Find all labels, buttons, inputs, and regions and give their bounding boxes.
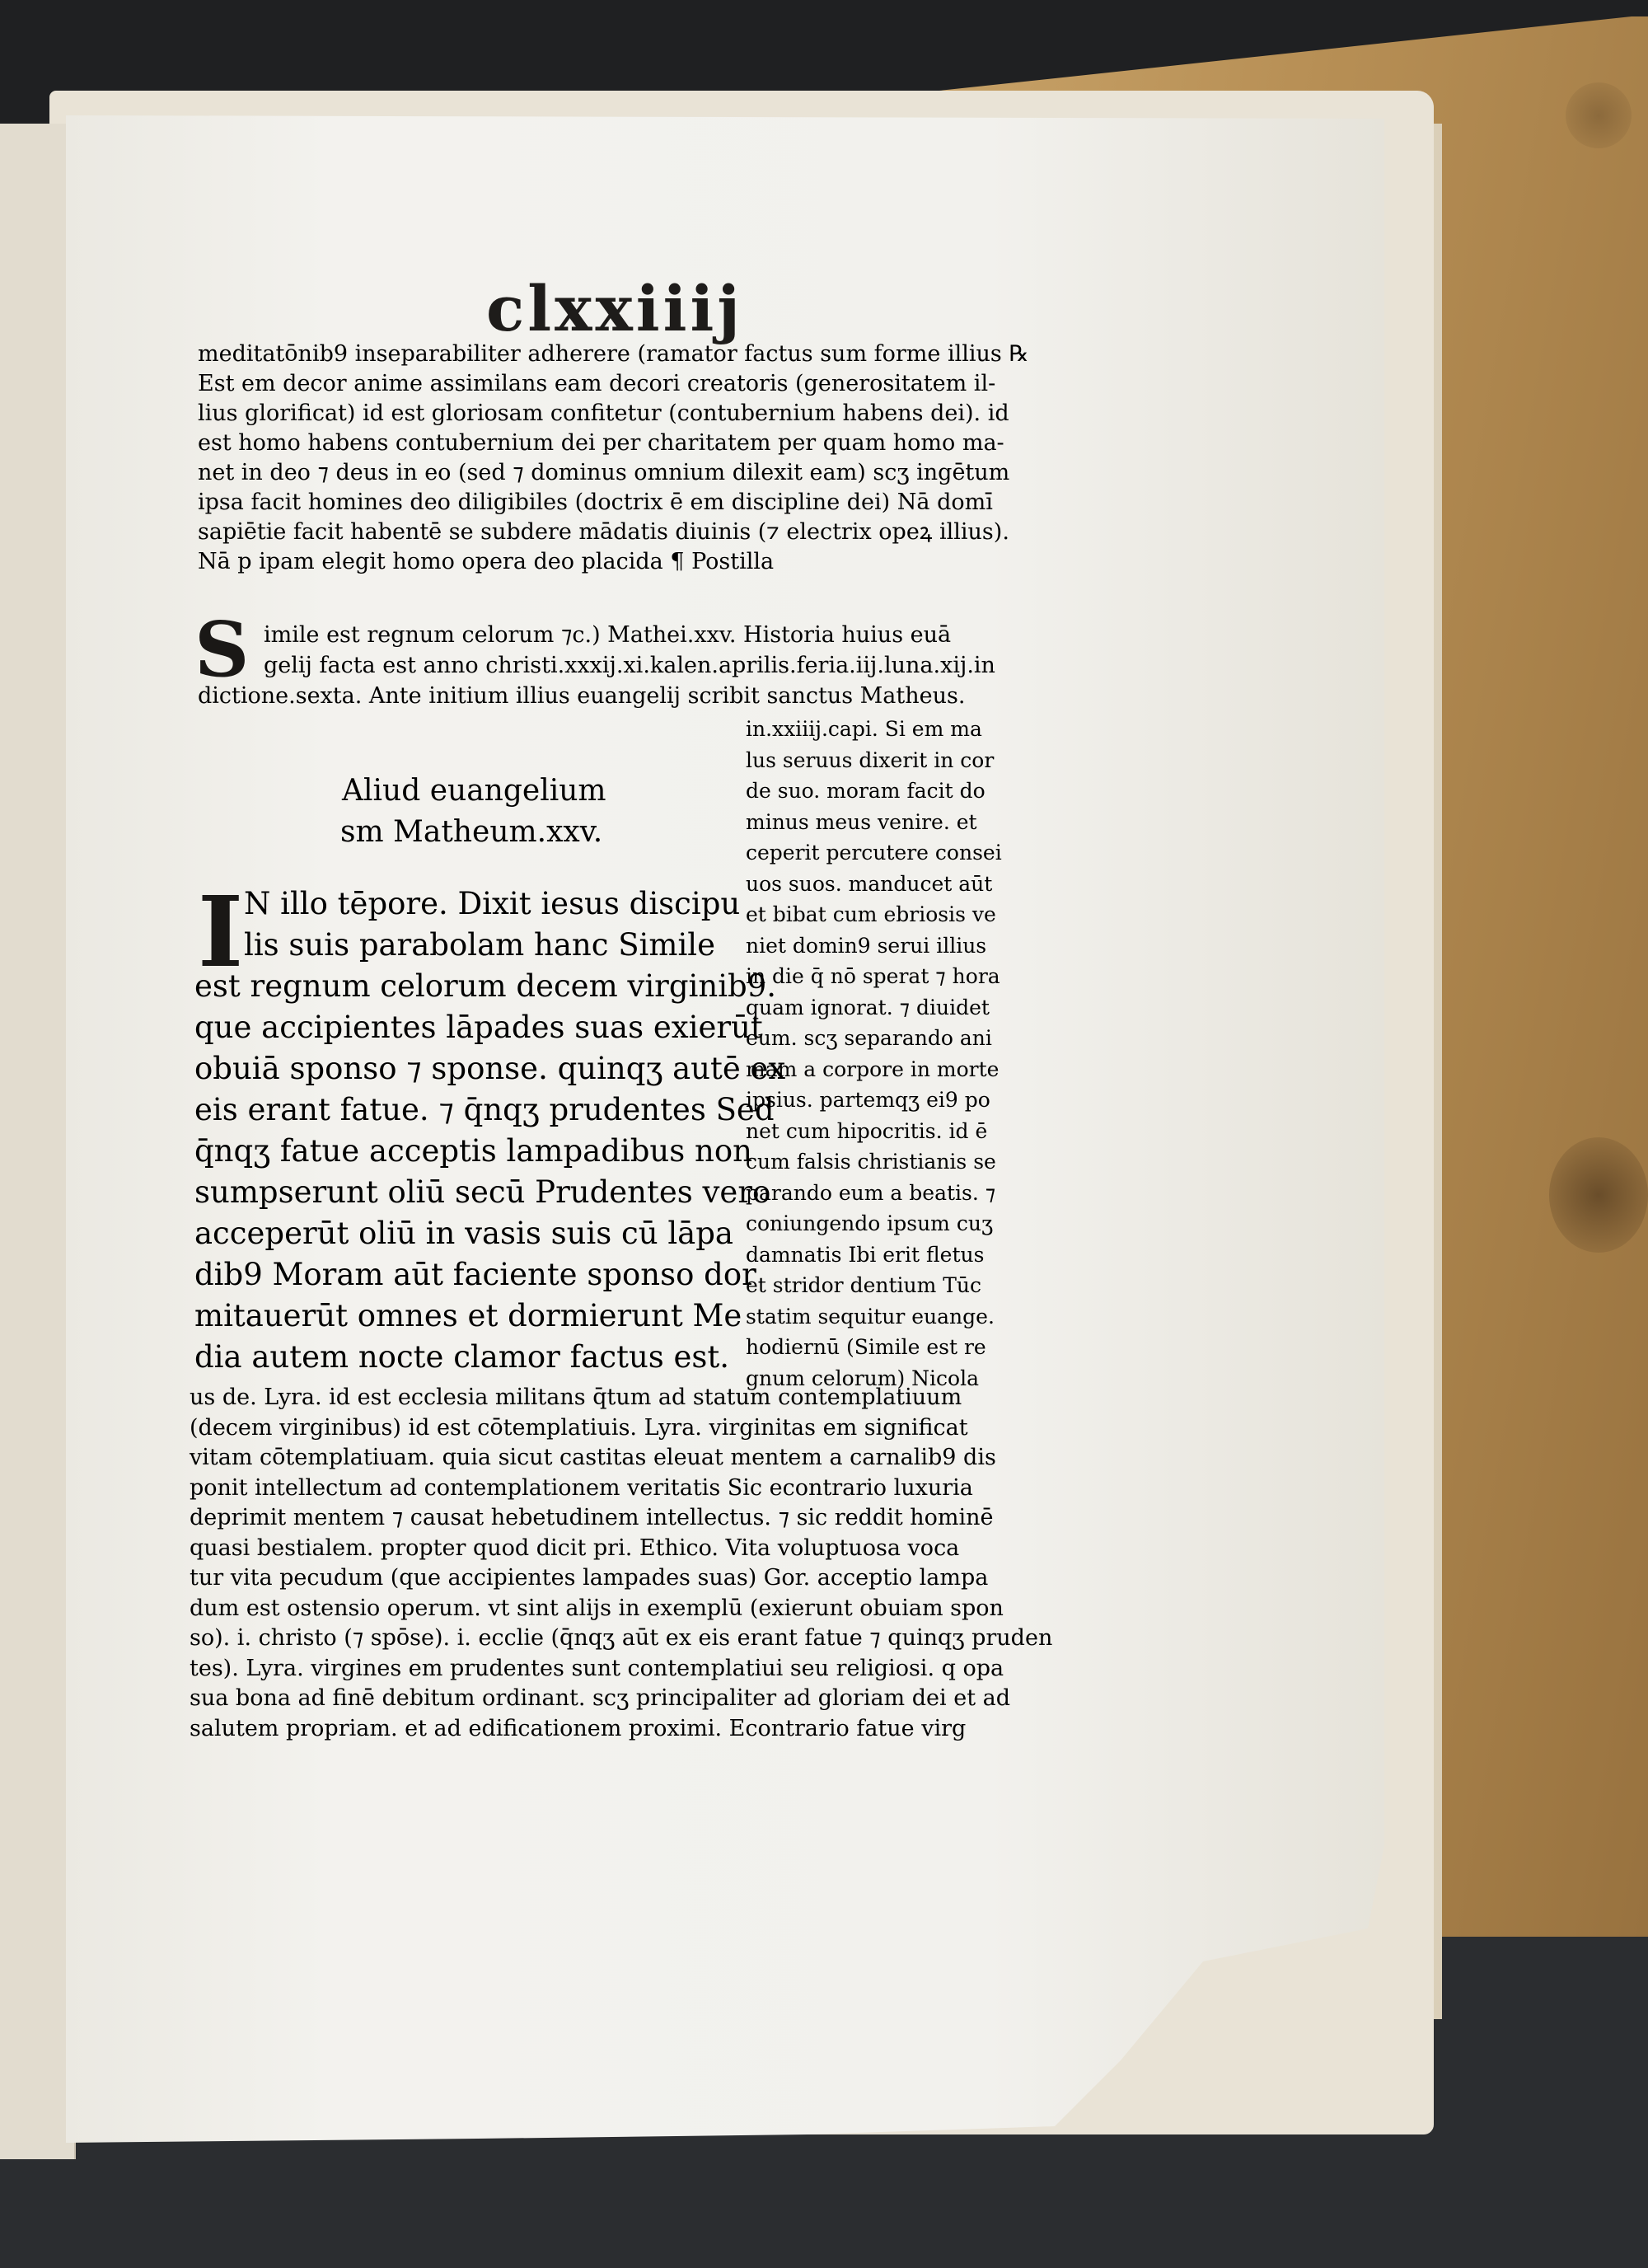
text-line: minus meus venire. et [746,809,977,834]
text-line: lius glorificat) id est gloriosam confitetur (contubernium habens dei). id [198,401,1009,426]
text-line: dum est ostensio operum. vt sint alijs in exemplū (exierunt obuiam spon [190,1595,1004,1621]
initial-s: S [194,605,250,694]
text-line: statim sequitur euange. [746,1304,995,1328]
heading-line: Aliud euangelium [342,774,606,808]
text-line: in die q̄ nō sperat ⁊ hora [746,964,1000,988]
historia-intro-cont [198,681,965,711]
text-line: eum. scʒ separando ani [746,1026,992,1050]
text-line: que accipientes lāpades suas exierūt [194,1010,763,1045]
text-line: ceperit percutere consei [746,841,1002,865]
text-line: ipsa facit homines deo diligibiles (doctrix ē em discipline dei) Nā domī [198,490,993,515]
text-line: ponit intellectum ad contemplationem veritatis Sic econtrario luxuria [190,1474,973,1501]
text-line: sumpserunt oliū secū Prudentes vero [194,1174,771,1210]
text-line: tur vita pecudum (que accipientes lampades suas) Gor. acceptio lampa [190,1565,989,1591]
text-line: quam ignorat. ⁊ diuidet [746,995,990,1019]
text-line: (decem virginibus) id est cōtemplatiuis. Lyra. virginitas em significat [190,1414,968,1441]
text-line: uos suos. manducet aūt [746,871,993,896]
board-stain [1549,1137,1648,1253]
text-line: q̄nqʒ fatue acceptis lampadibus non [194,1133,752,1169]
text-line: obuiā sponso ⁊ sponse. quinqʒ autē ex [194,1051,786,1086]
text-line: cum falsis christianis se [746,1150,996,1174]
text-line: ipsius. partemqʒ ei9 po [746,1088,990,1112]
text-line: de suo. moram facit do [746,779,986,803]
text-line: so). i. christo (⁊ spōse). i. ecclie (q̄nqʒ aūt ex eis erant fatue ⁊ quinqʒ pruden [190,1625,1053,1651]
text-line: imile est regnum celorum ⁊c.) Mathei.xxv. Historia huius euā [264,622,952,648]
text-line: parando eum a beatis. ⁊ [746,1180,996,1205]
left-page-edge [0,124,76,2159]
text-line: niet domin9 serui illius [746,933,987,958]
text-line: et stridor dentium Tūc [746,1273,982,1297]
text-line: Nā p ipam elegit homo opera deo placida ¶ Postilla [198,549,775,574]
text-line: lus seruus dixerit in cor [746,747,995,772]
text-line: in.xxiiij.capi. Si em ma [746,717,982,741]
text-line: N illo tēpore. Dixit iesus discipu [244,886,741,921]
initial-i: I [198,874,244,989]
text-line: net cum hipocritis. id ē [746,1118,988,1143]
text-line: gnum celorum) Nicola [746,1366,979,1390]
text-line: lis suis parabolam hanc Simile [244,927,716,963]
text-line: sua bona ad finē debitum ordinant. scʒ principaliter ad gloriam dei et ad [190,1685,1011,1711]
text-line: acceperūt oliū in vasis suis cū lāpa [194,1216,733,1251]
text-line: Est em decor anime assimilans eam decori creatoris (generositatem il- [198,371,996,396]
gospel-heading [342,771,606,853]
text-line: salutem propriam. et ad edificationem proximi. Econtrario fatue virg [190,1715,967,1741]
text-line: meditatōnib9 inseparabiliter adherere (ramator factus sum forme illius ℞ [198,341,1029,367]
gospel-text [194,874,786,1378]
text-line: gelij facta est anno christi.xxxij.xi.kalen.aprilis.feria.iij.luna.xij.in [264,653,995,678]
text-line: net in deo ⁊ deus in eo (sed ⁊ dominus omnium dilexit eam) scʒ ingētum [198,460,1010,485]
text-line: est homo habens contubernium dei per charitatem per quam homo ma- [198,430,1004,456]
text-line: tes). Lyra. virgines em prudentes sunt contemplatiui seu religiosi. q opa [190,1655,1004,1681]
text-line: est regnum celorum decem virginib9. [194,968,777,1004]
commentary-bottom [190,1383,1052,1744]
text-line: us de. Lyra. id est ecclesia militans q̄tum ad statum contemplatiuum [190,1385,962,1410]
text-line: mitauerūt omnes et dormierunt Me [194,1298,742,1333]
heading-line: sm Matheum.xxv. [340,815,603,849]
text-line: damnatis Ibi erit fletus [746,1242,985,1267]
text-line: mam a corpore in morte [746,1057,1000,1081]
folio-number: clxxiiij [486,272,743,345]
text-line: dictione.sexta. Ante initium illius euangelij scribit sanctus Matheus. [198,683,966,709]
commentary-top [198,340,1029,577]
text-line: sapiētie facit habentē se subdere mādatis diuinis (⁊ electrix opeꝝ illius). [198,519,1009,545]
text-line: vitam cōtemplatiuam. quia sicut castitas eleuat mentem a carnalib9 dis [190,1445,996,1470]
text-line: deprimit mentem ⁊ causat hebetudinem intellectus. ⁊ sic reddit hominē [190,1505,994,1530]
text-line: dia autem nocte clamor factus est. [194,1339,730,1375]
board-stain [1566,82,1632,148]
text-line: quasi bestialem. propter quod dicit pri. Ethico. Vita voluptuosa voca [190,1535,960,1561]
historia-intro [264,620,995,681]
text-line: dib9 Moram aūt faciente sponso dor [194,1257,756,1292]
text-line: coniungendo ipsum cuʒ [746,1211,994,1235]
text-line: et bibat cum ebriosis ve [746,902,996,926]
text-line: hodiernū (Simile est re [746,1335,986,1359]
text-line: eis erant fatue. ⁊ q̄nqʒ prudentes Sed [194,1092,775,1127]
